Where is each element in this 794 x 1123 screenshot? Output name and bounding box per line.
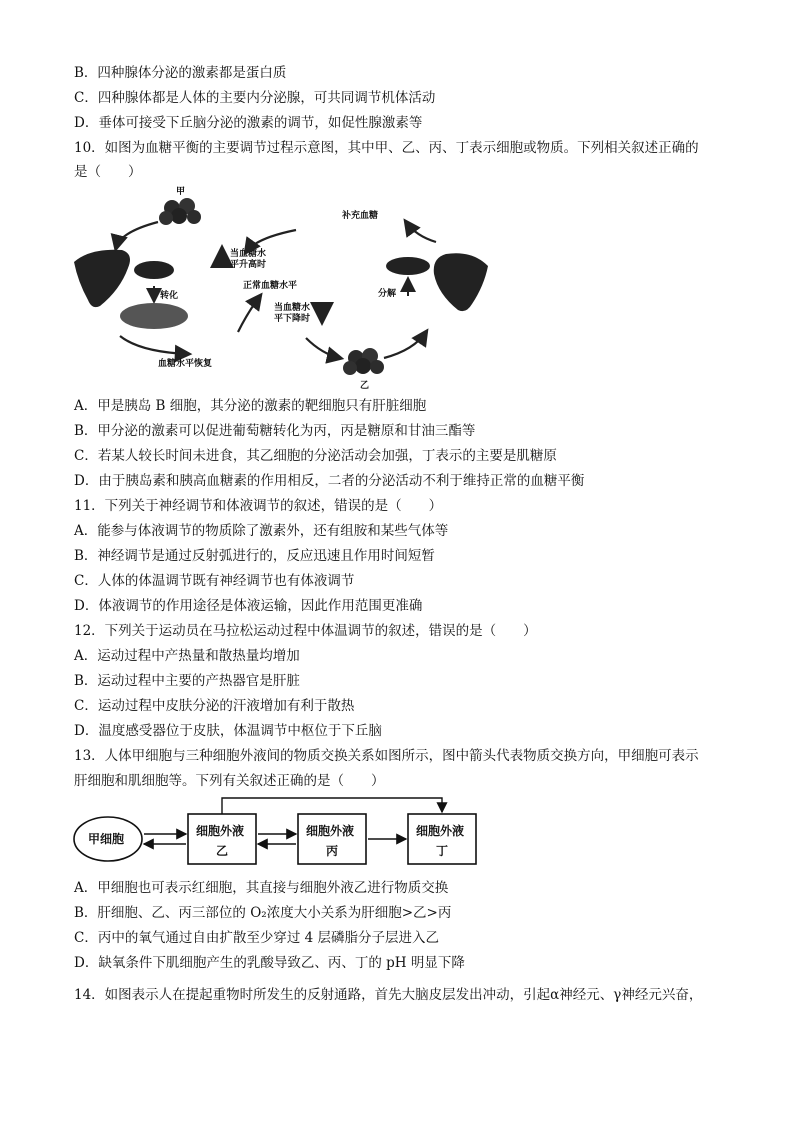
label-rise-1: 当血糖水	[230, 249, 267, 259]
q13-option-b: B．肝细胞、乙、丙三部位的 O₂浓度大小关系为肝细胞>乙>丙	[74, 905, 452, 921]
box-yi-fluid-label: 细胞外液	[196, 824, 245, 838]
ding-ellipse	[120, 303, 188, 329]
box-ding-letter: 丁	[436, 844, 449, 858]
q12-option-d: D．温度感受器位于皮肤，体温调节中枢位于下丘脑	[74, 723, 382, 739]
q11-stem: 11．下列关于神经调节和体液调节的叙述，错误的是（ ）	[74, 498, 443, 514]
label-fall-2: 平下降时	[274, 314, 311, 324]
label-hui-fu: 血糖水平恢复	[158, 359, 213, 369]
label-jia-cell: 甲细胞	[88, 832, 125, 846]
left-liver-icon	[74, 250, 130, 307]
label-fen-jie: 分解	[378, 289, 397, 299]
box-bing-fluid-label: 细胞外液	[306, 824, 355, 838]
q13-stem-line2: 肝细胞和肌细胞等。下列有关叙述正确的是（ ）	[74, 773, 385, 789]
yi-cell-cluster-icon	[343, 348, 384, 375]
right-ellipse	[386, 257, 430, 275]
q10-option-a: A．甲是胰岛 B 细胞，其分泌的激素的靶细胞只有肝脏细胞	[74, 398, 427, 414]
q13-stem-line1: 13．人体甲细胞与三种细胞外液间的物质交换关系如图所示，图中箭头代表物质交换方向，甲细胞可表示	[74, 748, 699, 764]
q9-option-c: C．四种腺体都是人体的主要内分泌腺，可共同调节机体活动	[74, 90, 436, 106]
q13-option-d: D．缺氧条件下肌细胞产生的乳酸导致乙、丙、丁的 pH 明显下降	[74, 955, 465, 971]
box-ding-fluid-label: 细胞外液	[416, 824, 465, 838]
right-liver-icon	[434, 253, 488, 311]
q12-option-a: A．运动过程中产热量和散热量均增加	[74, 648, 300, 664]
label-rise-2: 平升高时	[230, 260, 267, 270]
q11-option-a: A．能参与体液调节的物质除了激素外，还有组胺和某些气体等	[74, 523, 449, 539]
label-zhuan-hua: 转化	[160, 291, 179, 301]
q12-stem: 12．下列关于运动员在马拉松运动过程中体温调节的叙述，错误的是（ ）	[74, 623, 537, 639]
bing-ellipse	[134, 261, 174, 279]
q12-option-c: C．运动过程中皮肤分泌的汗液增加有利于散热	[74, 698, 355, 714]
blood-sugar-regulation-diagram	[70, 182, 500, 394]
label-normal-level: 正常血糖水平	[243, 281, 298, 291]
q10-stem-line1: 10．如图为血糖平衡的主要调节过程示意图，其中甲、乙、丙、丁表示细胞或物质。下列相关叙述正确的	[74, 140, 699, 156]
q13-option-c: C．丙中的氧气通过自由扩散至少穿过 4 层磷脂分子层进入乙	[74, 930, 440, 946]
q9-option-d: D．垂体可接受下丘脑分泌的激素的调节，如促性腺激素等	[74, 115, 423, 131]
box-bing-letter: 丙	[326, 844, 339, 858]
q10-stem-line2: 是（ ）	[74, 164, 142, 180]
q10-option-d: D．由于胰岛素和胰高血糖素的作用相反，二者的分泌活动不利于维持正常的血糖平衡	[74, 473, 585, 489]
label-yi: 乙	[360, 381, 370, 391]
q11-option-b: B．神经调节是通过反射弧进行的，反应迅速且作用时间短暂	[74, 548, 435, 564]
q14-stem-line1: 14．如图表示人在提起重物时所发生的反射通路，首先大脑皮层发出冲动，引起α神经元、γ神经元兴奋，	[74, 987, 703, 1003]
q10-option-c: C．若某人较长时间未进食，其乙细胞的分泌活动会加强，丁表示的主要是肌糖原	[74, 448, 557, 464]
q11-option-d: D．体液调节的作用途径是体液运输，因此作用范围更准确	[74, 598, 423, 614]
label-jia: 甲	[176, 187, 186, 197]
q13-option-a: A．甲细胞也可表示红细胞，其直接与细胞外液乙进行物质交换	[74, 880, 449, 896]
q9-option-b: B．四种腺体分泌的激素都是蛋白质	[74, 65, 287, 81]
label-bu-chong: 补充血糖	[342, 211, 379, 221]
label-fall-1: 当血糖水	[274, 303, 311, 313]
cell-fluid-exchange-diagram	[72, 794, 482, 870]
q12-option-b: B．运动过程中主要的产热器官是肝脏	[74, 673, 300, 689]
jia-cell-cluster-icon	[159, 198, 201, 225]
box-yi-letter: 乙	[216, 844, 229, 858]
q11-option-c: C．人体的体温调节既有神经调节也有体液调节	[74, 573, 355, 589]
q10-option-b: B．甲分泌的激素可以促进葡萄糖转化为丙，丙是糖原和甘油三酯等	[74, 423, 476, 439]
